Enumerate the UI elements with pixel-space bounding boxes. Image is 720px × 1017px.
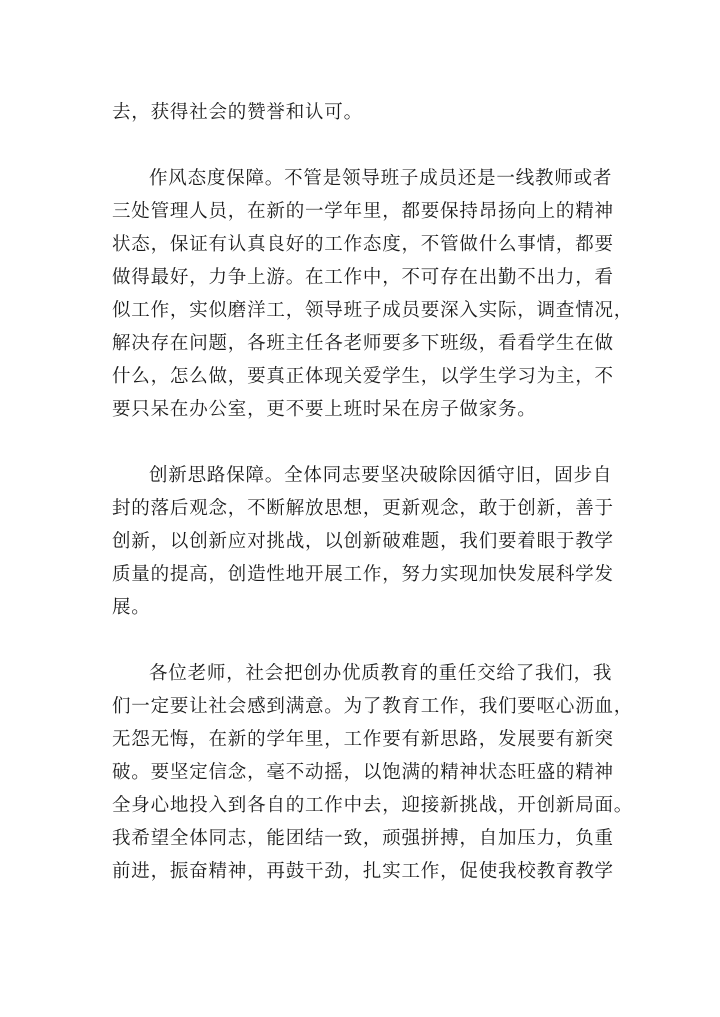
text-line: 要只呆在办公室，更不要上班时呆在房子做家务。 <box>112 399 537 420</box>
text-line: 创新思路保障。全体同志要坚决破除因循守旧，固步自 <box>149 465 613 486</box>
text-line: 去，获得社会的赞誉和认可。 <box>112 102 363 123</box>
text-line: 解决存在问题，各班主任各老师要多下班级，看看学生在做 <box>112 333 614 354</box>
text-line: 做得最好，力争上游。在工作中，不可存在出勤不出力，看 <box>112 267 614 288</box>
text-line: 封的落后观念，不断解放思想，更新观念，敢于创新，善于 <box>112 498 614 519</box>
text-line: 创新，以创新应对挑战，以创新破难题，我们要着眼于教学 <box>112 531 614 552</box>
text-line: 前进，振奋精神，再鼓干劲，扎实工作，促使我校教育教学 <box>112 861 614 882</box>
text-line: 我希望全体同志，能团结一致，顽强拼搏，自加压力，负重 <box>112 828 614 849</box>
text-line: 展。 <box>112 597 151 618</box>
paragraph-3 <box>112 459 614 624</box>
paragraph-spacer <box>112 624 610 657</box>
text-line: 质量的提高，创造性地开展工作，努力实现加快发展科学发 <box>112 564 614 585</box>
paragraph-spacer <box>112 129 610 162</box>
text-line: 全身心地投入到各自的工作中去，迎接新挑战，开创新局面。 <box>112 795 634 816</box>
paragraph-4 <box>112 657 634 888</box>
paragraph-1 <box>112 96 610 129</box>
text-line: 各位老师，社会把创办优质教育的重任交给了我们，我 <box>149 663 613 684</box>
text-line: 状态，保证有认真良好的工作态度，不管做什么事情，都要 <box>112 234 614 255</box>
text-line: 破。要坚定信念，毫不动摇，以饱满的精神状态旺盛的精神 <box>112 762 614 783</box>
text-line: 什么，怎么做，要真正体现关爱学生，以学生学习为主，不 <box>112 366 614 387</box>
text-line: 似工作，实似磨洋工，领导班子成员要深入实际，调查情况， <box>112 300 634 321</box>
text-line: 无怨无悔，在新的学年里，工作要有新思路，发展要有新突 <box>112 729 614 750</box>
text-line: 们一定要让社会感到满意。为了教育工作，我们要呕心沥血， <box>112 696 634 717</box>
paragraph-2 <box>112 162 634 426</box>
text-line: 三处管理人员，在新的一学年里，都要保持昂扬向上的精神 <box>112 201 614 222</box>
text-line: 作风态度保障。不管是领导班子成员还是一线教师或者 <box>149 168 613 189</box>
document-body <box>112 96 634 888</box>
paragraph-spacer <box>112 426 610 459</box>
